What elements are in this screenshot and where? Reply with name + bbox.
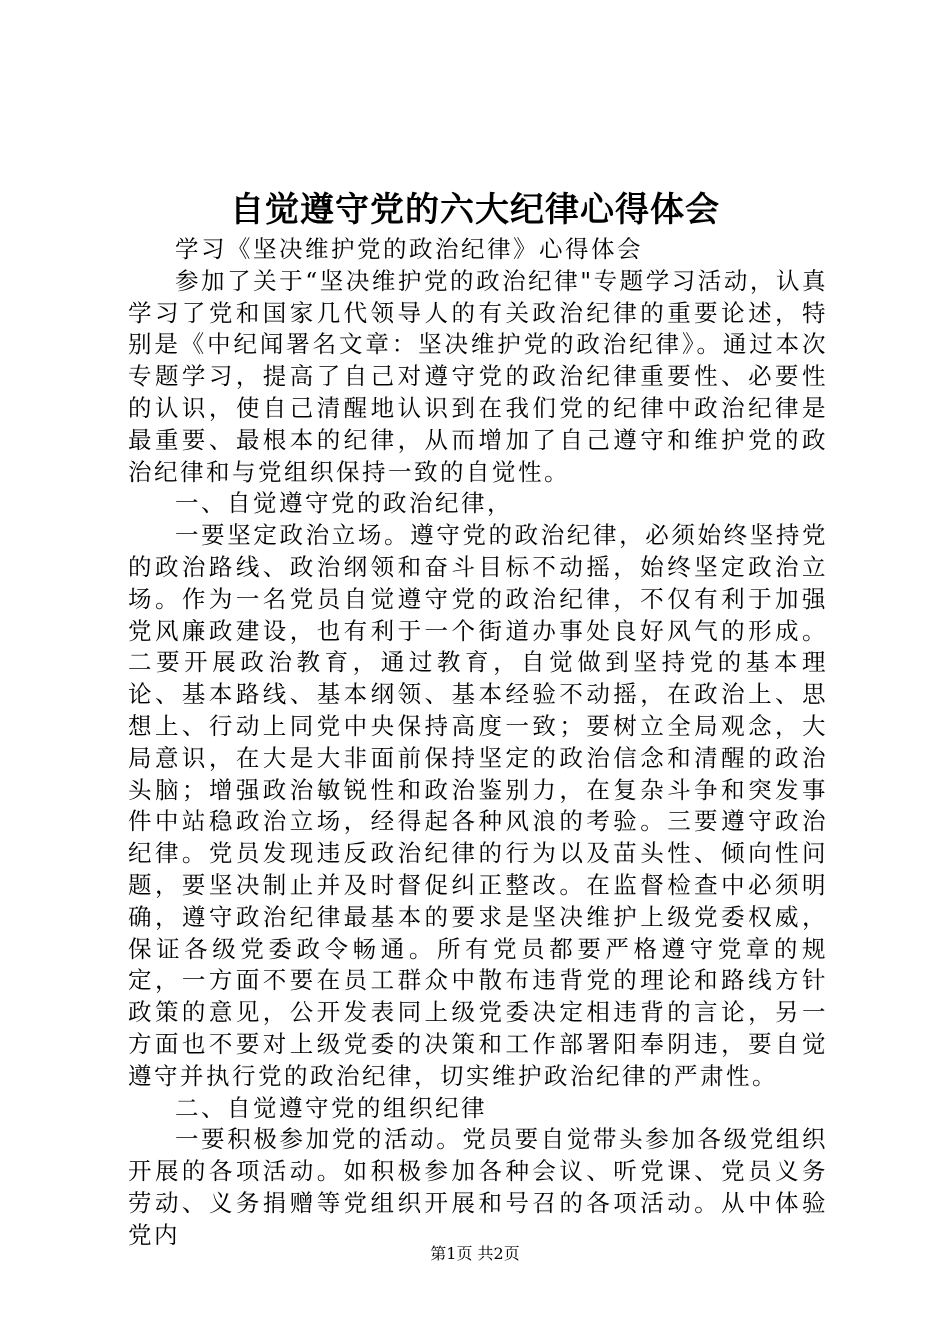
subtitle-paragraph: 学习《坚决维护党的政治纪律》心得体会 <box>175 235 643 263</box>
political-discipline-paragraph: 一要坚定政治立场。遵守党的政治纪律，必须始终坚持党的政治路线、政治纲领和奋斗目标不动摇，始终坚定政治立场。作为一名党员自觉遵守党的政治纪律，不仅有利于加强党风廉政建设，也有利于一个街道办事处良好风气的形成。二要开展政治教育，通过教育，自觉做到坚持党的基本理论、基本路线、基本纲领、基本经验不动摇，在政治上、思想上、行动上同党中央保持高度一致；要树立全局观念，大局意识，在大是大非面前保持坚定的政治信念和清醒的政治头脑；增强政治敏锐性和政治鉴别力，在复杂斗争和突发事件中站稳政治立场，经得起各种风浪的考验。三要遵守政治纪律。党员发现违反政治纪律的行为以及苗头性、倾向性问题，要坚决制止并及时督促纠正整改。在监督检查中必须明确，遵守政治纪律最基本的要求是坚决维护上级党委权威，保证各级党委政令畅通。所有党员都要严格遵守党章的规定，一方面不要在员工群众中散布违背党的理论和路线方针政策的意见，公开发表同上级党委决定相违背的言论，另一方面也不要对上级党委的决策和工作部署阳奉阴违，要自觉遵守并执行党的政治纪律，切实维护政治纪律的严肃性。 <box>128 521 828 1090</box>
organizational-discipline-paragraph: 一要积极参加党的活动。党员要自觉带头参加各级党组织开展的各项活动。如积极参加各种会议、听党课、党员义务劳动、义务捐赠等党组织开展和号召的各项活动。从中体验党内 <box>128 1125 828 1249</box>
section-heading-organizational: 二、自觉遵守党的组织纪律 <box>175 1093 487 1122</box>
intro-paragraph: 参加了关于“坚决维护党的政治纪律"专题学习活动，认真学习了党和国家几代领导人的有关政治纪律的重要论述，特别是《中纪闻署名文章：坚决维护党的政治纪律》。通过本次专题学习，提高了自己对遵守党的政治纪律重要性、必要性的认识，使自己清醒地认识到在我们党的纪律中政治纪律是最重要、最根本的纪律，从而增加了自己遵守和维护党的政治纪律和与党组织保持一致的自觉性。 <box>128 266 828 486</box>
document-body <box>128 234 828 1252</box>
document-title: 自觉遵守党的六大纪律心得体会 <box>230 190 720 230</box>
page-number-footer: 第1页 共2页 <box>430 1244 520 1263</box>
section-heading-political: 一、自觉遵守党的政治纪律， <box>175 489 513 518</box>
